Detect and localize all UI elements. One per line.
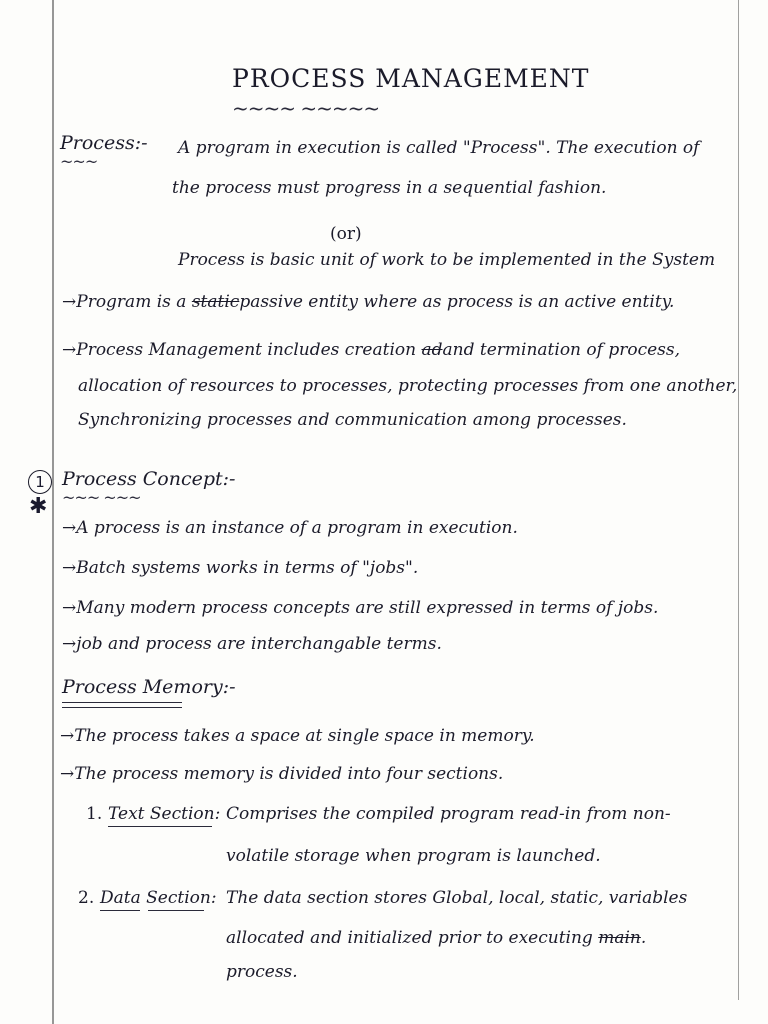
text-section-desc: Comprises the compiled program read-in from non- — [226, 804, 671, 824]
label-underline — [100, 910, 140, 911]
process-def-line2: the process must progress in a sequential fashion. — [172, 178, 607, 198]
page-title: PROCESS MANAGEMENT — [232, 64, 590, 93]
heading-underline — [62, 707, 182, 708]
data-section-desc-line2: allocated and initialized prior to executing main. — [226, 928, 647, 948]
margin-line — [52, 0, 54, 1024]
concept-item: →A process is an instance of a program in execution. — [62, 518, 518, 538]
arrow-icon: → — [60, 726, 75, 746]
star-icon: ✱ — [29, 494, 48, 519]
concept-item: →Batch systems works in terms of "jobs". — [62, 558, 419, 578]
data-section-desc: The data section stores Global, local, static, variables — [226, 888, 688, 908]
arrow-icon: → — [62, 634, 77, 654]
point-process-management-line2: allocation of resources to processes, protecting processes from one another, — [78, 376, 738, 396]
concept-item: →Many modern process concepts are still expressed in terms of jobs. — [62, 598, 659, 618]
memory-item: →The process memory is divided into four sections. — [60, 764, 504, 784]
section-number: 2. — [78, 888, 95, 908]
section-number: 1. — [86, 804, 103, 824]
arrow-icon: → — [62, 598, 77, 618]
point-process-management: →Process Management includes creation adand termination of process, — [62, 340, 681, 360]
concept-heading-decoration: ~~~ ~~~ — [62, 488, 141, 507]
data-section-label: Data Section: — [100, 888, 217, 908]
margin-line-right — [738, 0, 739, 1000]
title-decoration: ~~~~ ~~~~~ — [232, 96, 380, 120]
arrow-icon: → — [62, 340, 77, 360]
arrow-icon: → — [62, 292, 77, 312]
text-section-label: Text Section: — [108, 804, 221, 824]
label-underline — [148, 910, 204, 911]
text-section-desc-line2: volatile storage when program is launched. — [226, 846, 601, 866]
process-def-line3: Process is basic unit of work to be implemented in the System — [178, 250, 716, 270]
heading-decoration: ~~~ — [60, 152, 98, 171]
arrow-icon: → — [60, 764, 75, 784]
concept-heading: Process Concept:- — [62, 468, 236, 490]
heading-underline — [62, 702, 182, 703]
concept-item: →job and process are interchangable terms. — [62, 634, 442, 654]
label-underline — [108, 826, 212, 827]
section-number-badge: 1 — [28, 470, 52, 494]
arrow-icon: → — [62, 518, 77, 538]
memory-heading: Process Memory:- — [62, 676, 236, 698]
point-program-passive: →Program is a staticpassive entity where as process is an active entity. — [62, 292, 675, 312]
data-section-desc-line3: process. — [226, 962, 298, 982]
arrow-icon: → — [62, 558, 77, 578]
process-def-line1: A program in execution is called "Process". The execution of — [178, 138, 700, 158]
process-def-or: (or) — [330, 224, 362, 244]
point-process-management-line3: Synchronizing processes and communication among processes. — [78, 410, 627, 430]
memory-item: →The process takes a space at single space in memory. — [60, 726, 535, 746]
process-heading: Process:- — [60, 132, 148, 154]
